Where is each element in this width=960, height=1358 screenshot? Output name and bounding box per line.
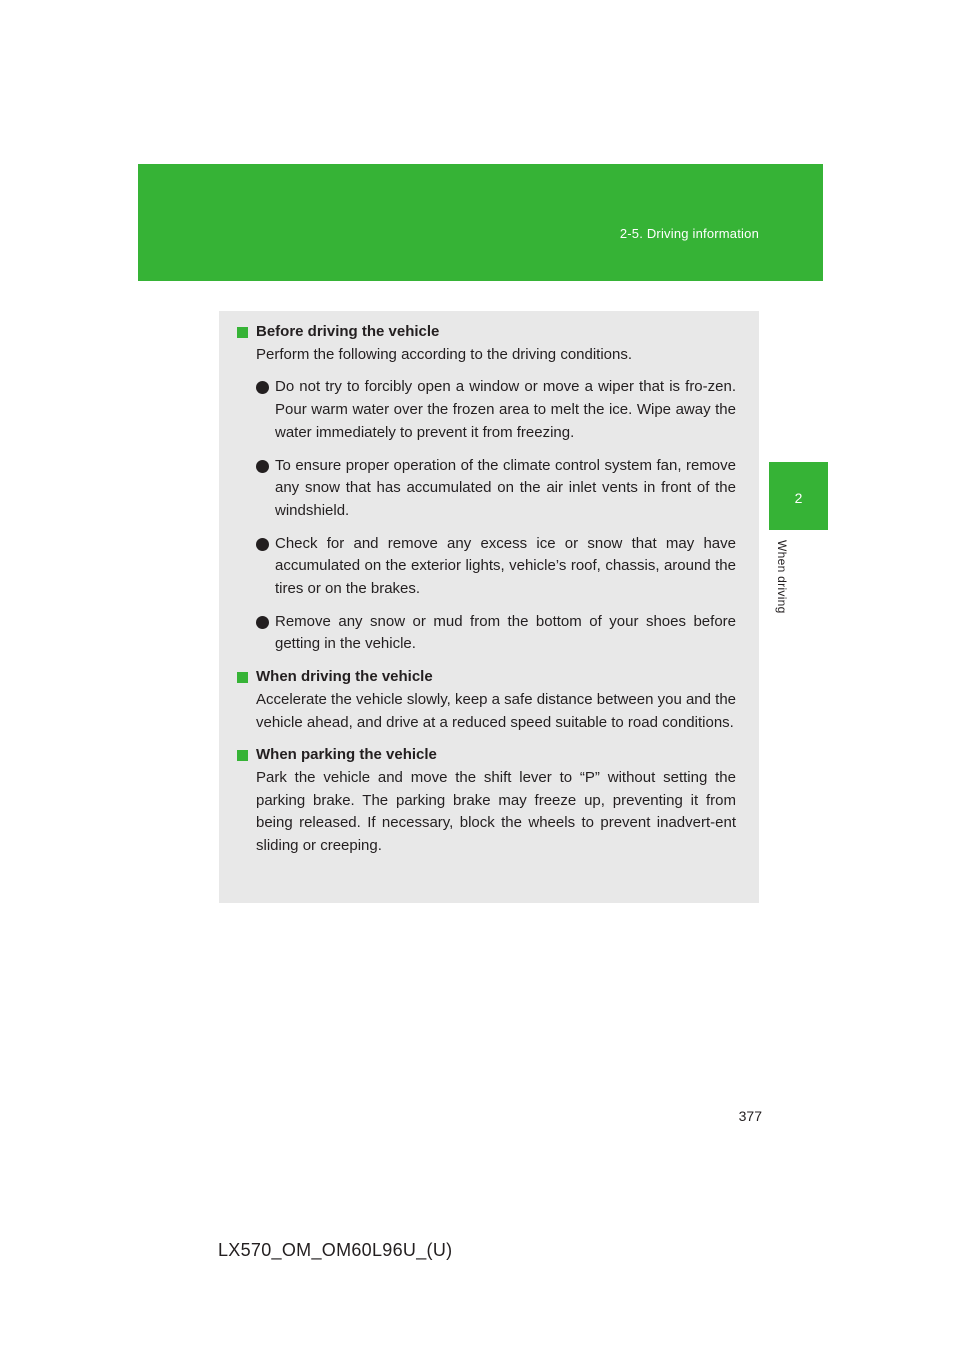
chapter-label: When driving [775,540,789,614]
bullet-item [256,533,736,601]
bullet-item [256,376,736,444]
chapter-tab [769,462,828,530]
section-when-parking [237,744,736,858]
section-body: Perform the following according to the driving conditions. [256,345,633,363]
section-when-driving [237,666,736,734]
bullet-item [256,455,736,523]
bullet-text: Do not try to forcibly open a window or move a wiper that is fro-zen. Pour warm water over the frozen area to melt the ice. Wipe away the water immediately to prevent it from freezing. [275,378,736,441]
section-heading-text: When parking the vehicle [256,746,437,764]
bullet-text: To ensure proper operation of the climate control system fan, remove any snow that has accumulated on the air inlet vents in front of the windshield. [275,456,736,519]
bullet-text: Check for and remove any excess ice or snow that may have accumulated on the exterior lights, vehicle’s roof, chassis, around the tires or on the brakes. [275,534,736,598]
bullet-text: Remove any snow or mud from the bottom of your shoes before getting in the vehicle. [275,612,736,653]
green-square-icon [237,327,248,338]
header-band [138,164,823,281]
section-heading [237,666,736,689]
section-heading-text: When driving the vehicle [256,668,433,686]
bullet-dot-icon [256,460,269,473]
section-heading [237,744,736,767]
document-code: LX570_OM_OM60L96U_(U) [218,1240,453,1260]
green-square-icon [237,750,248,761]
info-box [219,311,759,903]
bullet-item [256,611,736,656]
bullet-dot-icon [256,381,269,394]
green-square-icon [237,672,248,683]
section-heading-text: Before driving the vehicle [256,323,440,340]
page-number: 377 [738,1108,762,1124]
section-body: Park the vehicle and move the shift lever to “P” without setting the parking brake. The parking brake may freeze up, preventing it from being released. If necessary, block the wheels to prevent inadvert-ent sliding or creeping. [256,768,736,855]
info-box-content [237,321,736,868]
chapter-number: 2 [794,490,803,506]
section-title: 2-5. Driving information [619,226,759,241]
bullet-dot-icon [256,616,269,629]
section-before-driving [237,321,736,656]
section-heading [237,321,736,344]
bullet-dot-icon [256,538,269,551]
section-body: Accelerate the vehicle slowly, keep a safe distance between you and the vehicle ahead, and drive at a reduced speed suitable to road conditions. [256,690,737,731]
